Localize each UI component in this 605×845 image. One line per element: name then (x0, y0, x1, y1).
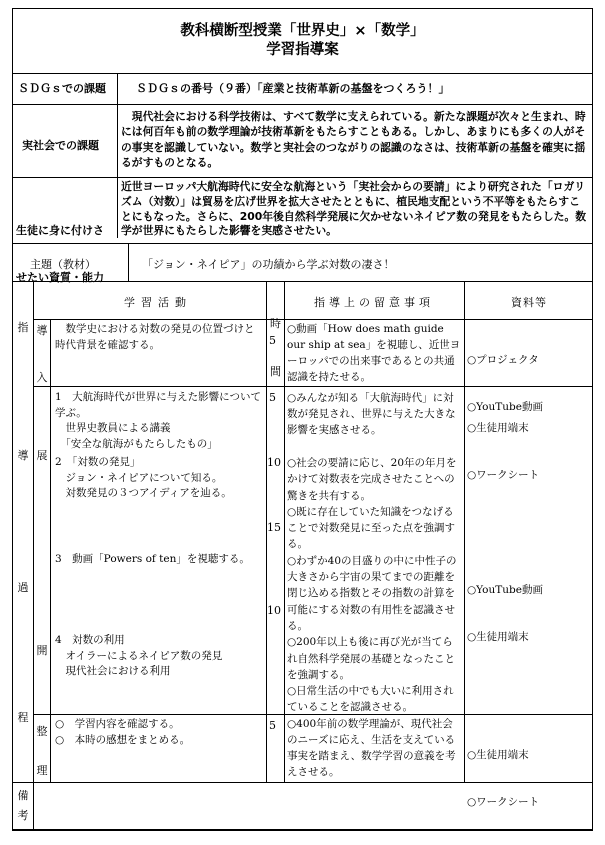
divider (50, 319, 51, 782)
summary-notes: ○400年前の数学理論が、現代社会のニーズに応え、生活を支えている事実を踏まえ、数学学習の意義を考えさせる。 (287, 718, 456, 778)
summary-activity: ○ 学習内容を確認する。 ○ 本時の感想をまとめる。 (55, 718, 191, 746)
develop-materials-2 (467, 552, 591, 676)
skills-text: 近世ヨーロッパ大航海時代に安全な航海という「実社会からの要請」により研究された「ロガリズム（対数）」は貿易を広げ世界を拡大させたとともに、植民地支配という不平等をもたらすことにもなった。さらに、200年後自然科学発展に欠かせないネイピア数の発見をもたらした。数学が世界にもたらした影響を実感させたい。 (121, 180, 586, 238)
develop-time-1: 5 (269, 391, 276, 404)
divider (12, 243, 593, 244)
summary-time: 5 (269, 719, 276, 732)
develop-materials-1 (467, 390, 591, 514)
stage-summary-1: 整 (36, 725, 48, 738)
develop-time-4: 10 (267, 604, 281, 617)
summary-material-1: ○生徒用端末 (467, 749, 529, 761)
sdgs-label: ＳＤＧｓでの課題 (18, 82, 106, 95)
develop-time-2: 10 (267, 456, 281, 469)
process-label-2: 導 (17, 449, 29, 462)
stage-develop-1: 展 (36, 449, 48, 462)
remarks-label-1: 備 (17, 789, 29, 802)
header-time-1: 時 (270, 317, 281, 330)
divider (464, 281, 465, 782)
stage-intro-2: 入 (36, 371, 48, 384)
divider (128, 243, 129, 281)
intro-activity: 数学史における対数の発見の位置づけと時代背景を確認する。 (55, 323, 255, 351)
title-line-1: 教科横断型授業「世界史」×「数学」 (180, 23, 425, 39)
divider (117, 73, 118, 238)
develop-activity-2: 2 「対数の発見」 ジョン・ネイピアについて知る。 対数発見の３つアイディアを辿る。 (55, 456, 232, 499)
process-label-1: 指 (17, 321, 29, 334)
skills-label-line-2: せたい資質・能力 (16, 270, 104, 284)
process-label-4: 程 (17, 711, 29, 724)
intro-material-1: ○プロジェクタ (467, 354, 539, 366)
society-label: 実社会での課題 (22, 139, 99, 152)
divider (33, 281, 34, 782)
develop-time-3: 15 (267, 521, 281, 534)
document-title (12, 22, 593, 60)
summary-materials (467, 717, 591, 841)
divider (284, 281, 285, 782)
skills-label-line-1: 生徒に身に付けさ (16, 224, 104, 237)
develop-notes-1: ○みんなが知る「大航海時代」に対数が発見され、世界に与えた大きな影響を実感させる。 (287, 392, 456, 436)
develop-material-3: ○YouTube動画 (467, 584, 543, 596)
header-activity: 学習活動 (124, 296, 192, 309)
sdgs-value: ＳＤＧｓの番号（９番）「産業と技術革新の基盤をつくろう！」 (136, 82, 450, 95)
intro-time: 5 (269, 334, 276, 347)
header-time-2: 間 (270, 365, 281, 378)
stage-develop-2: 開 (36, 644, 48, 657)
summary-material-2: ○ワークシート (467, 795, 540, 808)
develop-activity-3: 3 動画「Powers of ten」を視聴する。 (55, 553, 250, 565)
divider (33, 782, 34, 830)
header-materials: 資料等 (511, 296, 547, 309)
divider (33, 319, 593, 320)
process-label-3: 過 (17, 581, 29, 594)
intro-material-2: ○YouTube動画 (467, 400, 543, 413)
divider (12, 104, 593, 105)
remarks-label-2: 考 (17, 809, 29, 822)
stage-summary-2: 理 (36, 764, 48, 777)
header-notes: 指導上の留意事項 (314, 296, 434, 309)
society-text: 現代社会における科学技術は、すべて数学に支えられている。新たな課題が次々と生まれ、時には何百年も前の数学理論が技術革新をもたらすこともある。しかし、あまりにも多くの人がその事実を認識していない。数学と実社会のつながりの認識のなさは、技術革新の基盤を確実に揺るがすものとなる。 (121, 110, 586, 170)
develop-material-4: ○生徒用端末 (467, 630, 529, 643)
theme-value: 「ジョン・ネイピア」の功績から学ぶ対数の凄さ！ (142, 258, 395, 271)
develop-activity-1: 1 大航海時代が世界に与えた影響について学ぶ。 世界史教員による講義 「安全な航海がもたらしたもの」 (55, 391, 261, 450)
develop-material-2: ○ワークシート (467, 468, 540, 481)
sdgs-row (12, 73, 593, 104)
title-line-2: 学習指導案 (266, 42, 339, 58)
intro-notes: ○動画「How does math guide our ship at sea」を視聴し、近世ヨーロッパでの出来事であるとの共通認識を持たせる。 (287, 323, 461, 383)
theme-label: 主題（教材） (30, 258, 96, 271)
divider (12, 281, 593, 282)
divider (12, 177, 593, 178)
stage-intro-1: 導 (36, 324, 48, 337)
develop-notes-2: ○社会の要請に応じ、20年の年月をかけて対数表を完成させたことへの驚きを共有する。 ○既に存在していた知識をつなげることで対数発見に至った点を強調する。 ○わずか40の目盛りの中に中性子の大きさから宇宙の果てまでの距離を閉じ込める指数とその指数の計算を可能にする対数の有用性を認識させる。 ○200年以上も後に再び光が当てられ自然科学発展の基礎となったことを強調する。 ○日常生活の中でも大いに利用されていることを認識させる。 (287, 457, 457, 714)
develop-material-1: ○生徒用端末 (467, 422, 529, 434)
develop-activity-4: 4 対数の利用 オイラーによるネイピア数の発見 現代社会における利用 (55, 634, 223, 677)
